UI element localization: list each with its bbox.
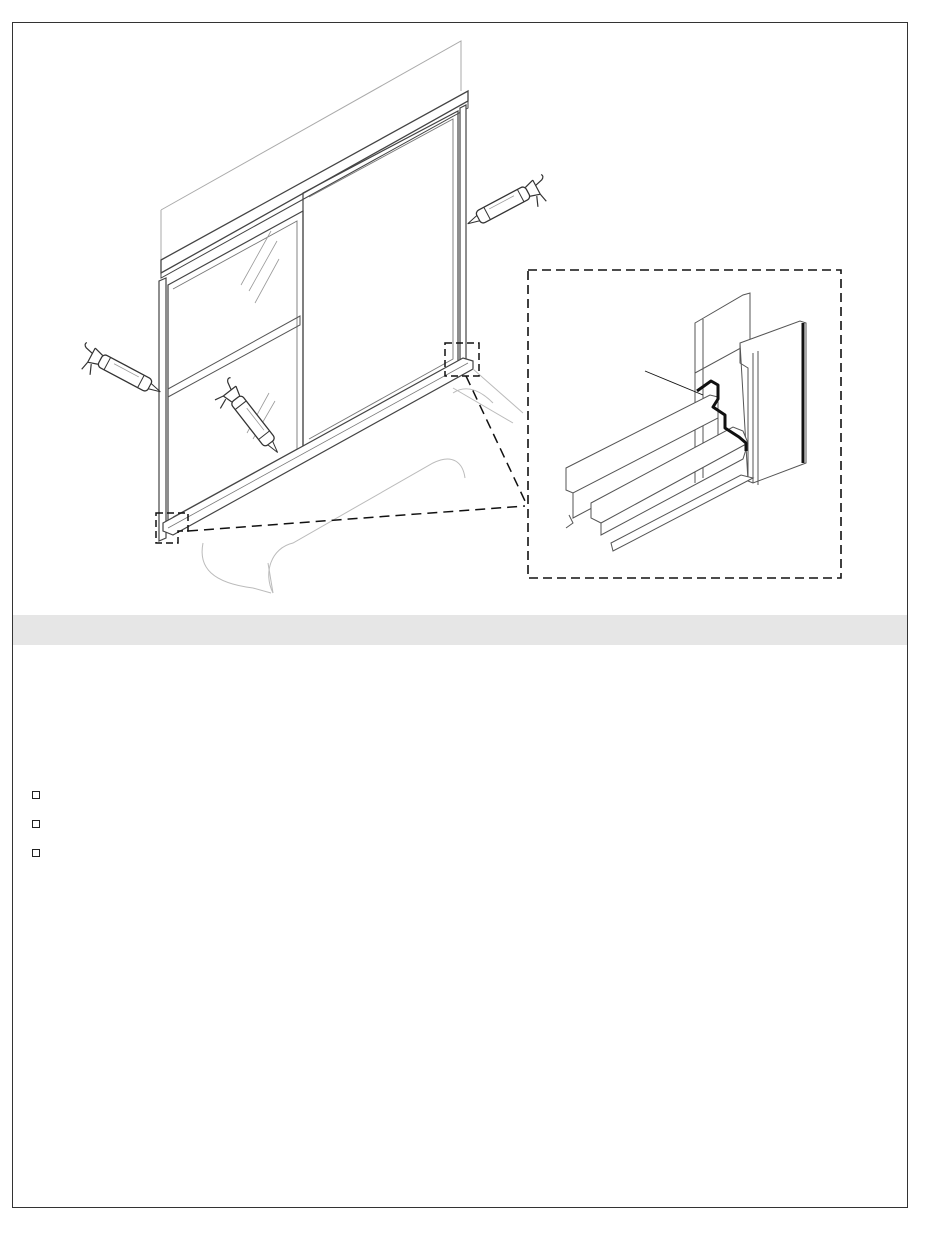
caulk-gun-icon (209, 377, 285, 463)
list-item (32, 847, 892, 876)
section-title (13, 615, 907, 629)
checkbox-icon[interactable] (32, 820, 40, 828)
shower-door-installation-illustration (13, 23, 907, 613)
caulk-gun-icon (74, 342, 165, 407)
caulk-gun-icon (463, 174, 554, 239)
checklist (32, 789, 892, 876)
list-item (32, 789, 892, 818)
checkbox-icon[interactable] (32, 849, 40, 857)
checkbox-icon[interactable] (32, 791, 40, 799)
list-item (32, 818, 892, 847)
section-header-bar (13, 615, 907, 645)
